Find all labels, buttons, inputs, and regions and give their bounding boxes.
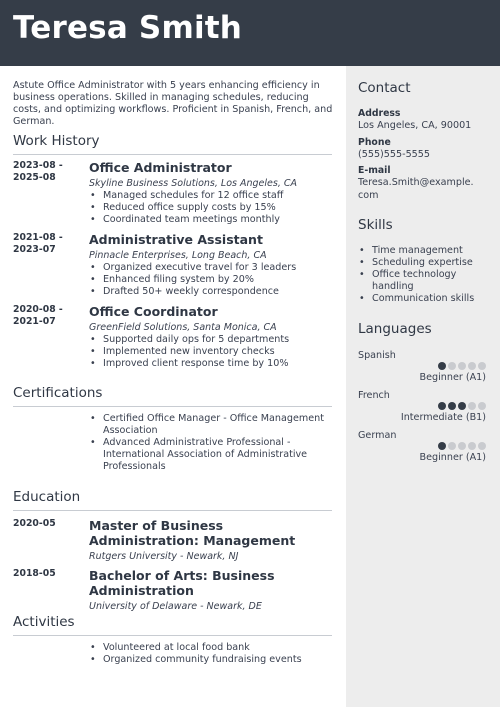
certifications-list <box>89 413 334 473</box>
section-title-activities: Activities <box>13 614 332 636</box>
language-level: Intermediate (B1) <box>400 412 486 423</box>
certification-item: • Advanced Administrative Professional - International Association of Administrative Professionals <box>89 437 334 473</box>
proficiency-dot <box>468 442 476 450</box>
job-dates <box>13 232 83 255</box>
proficiency-dot <box>468 362 476 370</box>
proficiency-dot <box>438 362 446 370</box>
job-company: Pinnacle Enterprises, Long Beach, CA <box>89 250 267 261</box>
education-degree: Bachelor of Arts: Business Administration <box>89 568 275 598</box>
job-end: 2025-08 <box>13 171 56 183</box>
section-title-education: Education <box>13 489 332 511</box>
activities-section <box>13 614 332 636</box>
proficiency-dot <box>448 402 456 410</box>
proficiency-dot <box>458 402 466 410</box>
language-level: Beginner (A1) <box>419 452 486 463</box>
proficiency-dot <box>478 362 486 370</box>
job-bullet: • Managed schedules for 12 office staff <box>89 190 333 202</box>
proficiency-dot <box>458 442 466 450</box>
language-name: Spanish <box>358 350 396 361</box>
language-name: German <box>358 430 397 441</box>
section-title-languages: Languages <box>358 321 432 337</box>
job-entry <box>13 304 333 370</box>
job-title: Office Administrator <box>89 160 232 175</box>
email-value: Teresa.Smith@example.com <box>358 177 474 201</box>
certification-item: • Certified Office Manager - Office Management Association <box>89 413 334 437</box>
header-banner <box>0 0 500 66</box>
proficiency-dots <box>438 362 486 370</box>
skill-item: • Office technology handling <box>358 269 480 293</box>
proficiency-dot <box>438 442 446 450</box>
languages-section <box>358 321 488 337</box>
job-bullet: • Implemented new inventory checks <box>89 346 333 358</box>
section-title-work: Work History <box>13 133 332 155</box>
job-bullet: • Supported daily ops for 5 departments <box>89 334 333 346</box>
candidate-name: Teresa Smith <box>13 10 243 46</box>
job-start: 2021-08 - <box>13 232 63 243</box>
job-bullet: • Drafted 50+ weekly correspondence <box>89 286 333 298</box>
proficiency-dot <box>468 402 476 410</box>
language-level: Beginner (A1) <box>419 372 486 383</box>
section-title-contact: Contact <box>358 80 411 96</box>
address-value: Los Angeles, CA, 90001 <box>358 120 472 131</box>
address-label: Address <box>358 108 401 119</box>
section-title-certifications: Certifications <box>13 385 332 407</box>
education-date: 2018-05 <box>13 568 56 579</box>
proficiency-dot <box>448 442 456 450</box>
job-dates <box>13 160 83 183</box>
phone-value: (555)555-5555 <box>358 148 430 160</box>
proficiency-dot <box>478 402 486 410</box>
proficiency-dots <box>438 402 486 410</box>
education-entry <box>13 518 333 563</box>
contact-section <box>358 80 488 202</box>
skill-item: • Time management <box>358 245 480 257</box>
proficiency-dots <box>438 442 486 450</box>
job-end: 2021-07 <box>13 315 56 327</box>
education-school: Rutgers University - Newark, NJ <box>89 551 239 562</box>
skill-item: • Communication skills <box>358 293 480 305</box>
job-start: 2023-08 - <box>13 160 63 171</box>
proficiency-dot <box>458 362 466 370</box>
education-entry <box>13 568 333 613</box>
job-bullet: • Enhanced filing system by 20% <box>89 274 333 286</box>
education-school: University of Delaware - Newark, DE <box>89 601 262 612</box>
job-entry <box>13 160 333 226</box>
job-end: 2023-07 <box>13 243 56 255</box>
job-bullet: • Coordinated team meetings monthly <box>89 214 333 226</box>
skill-item: • Scheduling expertise <box>358 257 480 269</box>
job-bullet: • Improved client response time by 10% <box>89 358 333 370</box>
activities-list <box>89 642 334 666</box>
email-label: E-mail <box>358 165 391 176</box>
job-bullet: • Reduced office supply costs by 15% <box>89 202 333 214</box>
job-bullet: • Organized executive travel for 3 leaders <box>89 262 333 274</box>
language-name: French <box>358 390 390 401</box>
phone-label: Phone <box>358 136 391 148</box>
job-company: GreenField Solutions, Santa Monica, CA <box>89 322 277 333</box>
job-entry <box>13 232 333 298</box>
job-title: Administrative Assistant <box>89 232 263 247</box>
job-company: Skyline Business Solutions, Los Angeles, CA <box>89 178 297 189</box>
activity-item: • Volunteered at local food bank <box>89 642 334 654</box>
proficiency-dot <box>438 402 446 410</box>
education-section <box>13 489 332 511</box>
proficiency-dot <box>478 442 486 450</box>
certifications-section <box>13 385 332 407</box>
skills-section <box>358 217 488 305</box>
work-history-section <box>13 133 332 155</box>
summary: Astute Office Administrator with 5 years enhancing efficiency in business operations. Skilled in managing schedules, reducing costs, and optimizing workflows. Proficient in Spanish, French, and German. <box>13 80 333 127</box>
job-start: 2020-08 - <box>13 304 63 315</box>
proficiency-dot <box>448 362 456 370</box>
education-date: 2020-05 <box>13 518 56 529</box>
education-degree: Master of Business Administration: Management <box>89 518 296 548</box>
job-dates <box>13 304 83 327</box>
job-title: Office Coordinator <box>89 304 218 319</box>
activity-item: • Organized community fundraising events <box>89 654 334 666</box>
section-title-skills: Skills <box>358 217 393 233</box>
